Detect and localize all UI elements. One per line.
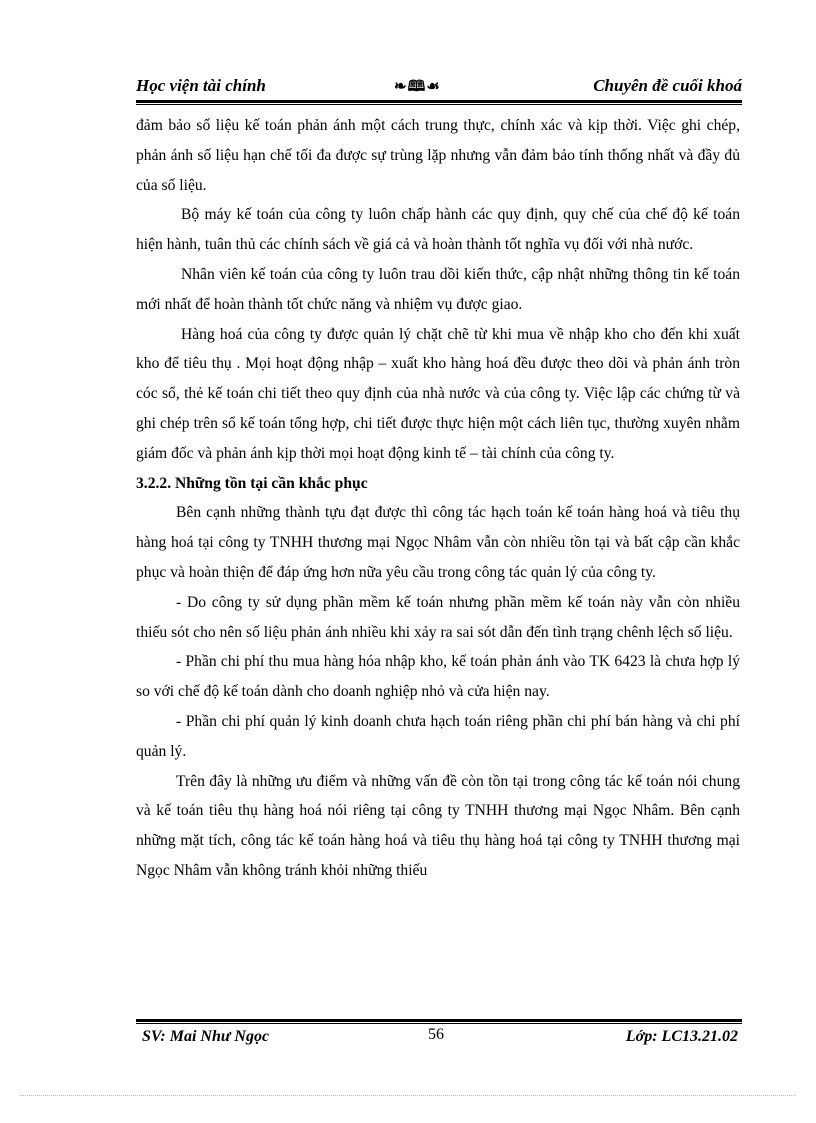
paragraph: Nhân viên kế toán của công ty luôn trau dồi kiến thức, cập nhật những thông tin kế toán mới nhất để hoàn thành tốt chức năng và nhiệm vụ được giao. <box>136 265 740 313</box>
page-number: 56 <box>428 1026 444 1043</box>
paragraph: Trên đây là những ưu điểm và những vấn đề còn tồn tại trong công tác kế toán nói chung và kế toán tiêu thụ hàng hoá nói riêng tại công ty TNHH thương mại Ngọc Nhâm. Bên cạnh những mặt tích, công tác kế toán hàng hoá và tiêu thụ hàng hoá tại công ty TNHH thương mại Ngọc Nhâm vẫn không tránh khỏi những thiếu <box>136 772 740 879</box>
header-rule <box>136 100 742 103</box>
header-rule-thin <box>136 104 742 105</box>
bullet-paragraph: - Phần chi phí quản lý kinh doanh chưa hạch toán riêng phần chi phí bán hàng và chi phí quản lý. <box>136 712 740 760</box>
page-body <box>136 111 740 886</box>
page-footer <box>136 1026 742 1050</box>
paragraph: Hàng hoá của công ty được quản lý chặt chẽ từ khi mua về nhập kho cho đến khi xuất kho để tiêu thụ . Mọi hoạt động nhập – xuất kho hàng hoá đều được theo dõi và phản ánh tròn cóc sổ, thẻ kế toán chi tiết theo quy định của nhà nước và của công ty. Việc lập các chứng từ và ghi chép trên sổ kế toán tổng hợp, chi tiết được thực hiện một cách liên tục, thường xuyên nhằm giám đốc và phản ánh kịp thời mọi hoạt động kinh tế – tài chính của công ty. <box>136 325 740 462</box>
header-institution: Học viện tài chính <box>136 76 266 95</box>
footer-rule-thin <box>136 1023 742 1024</box>
footer-student-name: SV: Mai Như Ngọc <box>142 1028 270 1045</box>
footer-class-code: Lớp: LC13.21.02 <box>625 1028 738 1045</box>
paragraph: Bộ máy kế toán của công ty luôn chấp hành các quy định, quy chế của chế độ kế toán hiện hành, tuân thủ các chính sách về giá cả và hoàn thành tốt nghĩa vụ đối với nhà nước. <box>136 206 740 254</box>
page-header <box>136 74 742 100</box>
paragraph: Bên cạnh những thành tựu đạt được thì công tác hạch toán kế toán hàng hoá và tiêu thụ hàng hoá tại công ty TNHH thương mại Ngọc Nhâm vẫn còn nhiều tồn tại và bất cập cần khắc phục và hoàn thiện để đáp ứng hơn nữa yêu cầu trong công tác quản lý của công ty. <box>136 504 740 581</box>
section-heading: 3.2.2. Những tồn tại cần khắc phục <box>136 474 368 492</box>
footer-rule <box>136 1019 742 1022</box>
page-edge-divider <box>20 1095 796 1096</box>
bullet-paragraph: - Do công ty sử dụng phần mềm kế toán nhưng phần mềm kế toán này vẫn còn nhiều thiếu sót cho nên số liệu phản ánh nhiều khi xảy ra sai sót dẫn đến tình trạng chênh lệch số liệu. <box>136 593 740 641</box>
header-document-type: Chuyên đề cuối khoá <box>593 76 742 95</box>
bullet-paragraph: - Phần chi phí thu mua hàng hóa nhập kho, kế toán phản ánh vào TK 6423 là chưa hợp lý so với chế độ kế toán dành cho doanh nghiệp nhỏ và cửa hiện nay. <box>136 653 740 701</box>
header-ornament: ❧🕮☙ <box>394 79 441 95</box>
paragraph: đảm bảo số liệu kế toán phản ánh một cách trung thực, chính xác và kịp thời. Việc ghi chép, phản ánh số liệu hạn chế tối đa được sự trùng lặp nhưng vẫn đảm bảo tính thống nhất và đầy đủ của số liệu. <box>136 117 740 194</box>
